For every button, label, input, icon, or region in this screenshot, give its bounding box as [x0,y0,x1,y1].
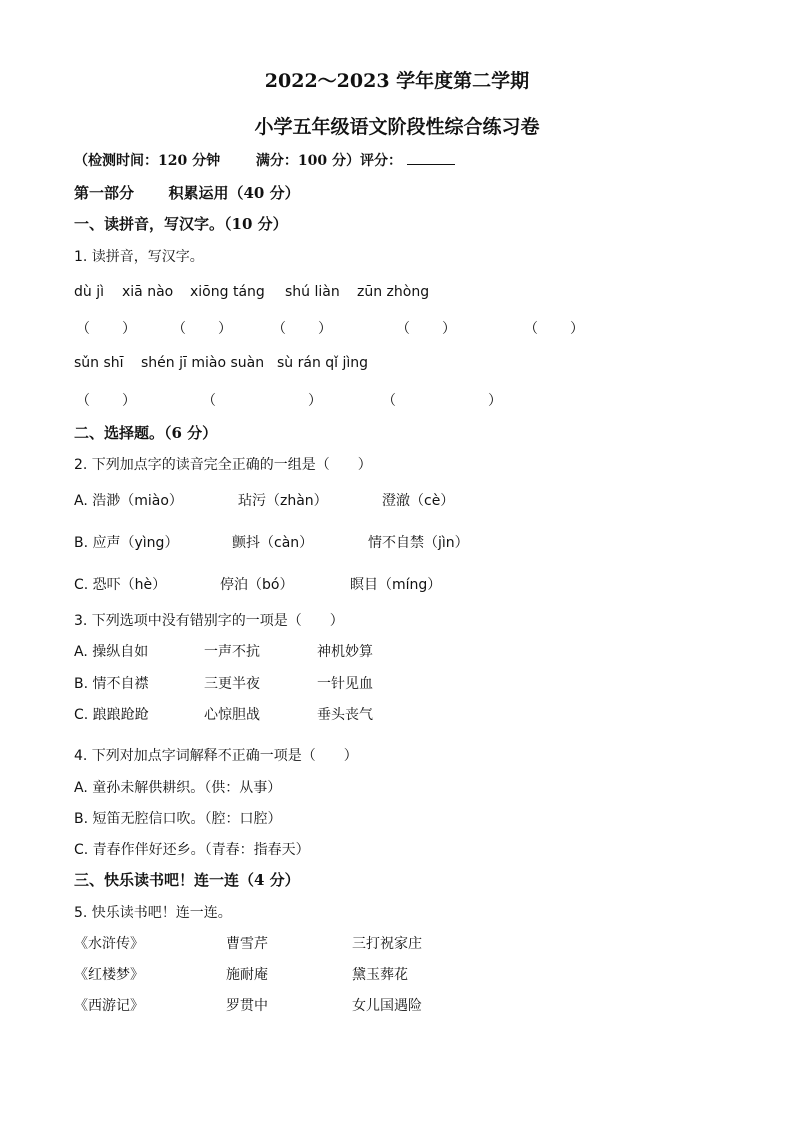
q3-option-a[interactable]: A. 操纵自如 [74,644,149,660]
section-one-heading: 一、读拼音，写汉字。（10 分） [74,215,288,233]
book-episode[interactable]: 女儿国遇险 [352,998,422,1014]
pinyin-item: xiā nào [122,284,174,300]
q2-option-c-item2: 停泊（bó） [220,577,294,593]
q2-option-c-item3: 瞑目（míng） [350,577,442,593]
book-title[interactable]: 《红楼梦》 [74,967,144,983]
answer-blank[interactable]: （ ） [202,393,322,409]
q2-option-a[interactable]: A. 浩渺（miào） [74,493,183,509]
q2-option-c[interactable]: C. 恐吓（hè） [74,577,167,593]
q4-option-a[interactable]: A. 童孙未解供耕织。（供：从事） [74,780,282,796]
book-author[interactable]: 施耐庵 [226,967,268,983]
pinyin-item: shú liàn [285,284,340,300]
question-5-stem: 5. 快乐读书吧！连一连。 [74,905,232,921]
question-3-stem: 3. 下列选项中没有错别字的一项是（ ） [74,613,344,629]
q3-option-a-item2: 一声不抗 [204,644,260,660]
book-episode[interactable]: 黛玉葬花 [352,967,408,983]
answer-blank[interactable]: （ ） [382,393,502,409]
answer-blank[interactable]: （ ） [172,321,232,337]
exam-time: （检测时间：120 分钟 [74,153,221,169]
book-title[interactable]: 《西游记》 [74,998,144,1014]
answer-blank[interactable]: （ ） [396,321,456,337]
answer-blank[interactable]: （ ） [76,321,136,337]
exam-title-line2: 小学五年级语文阶段性综合练习卷 [254,116,540,138]
part-one-heading [74,182,300,203]
part-one-label: 第一部分 [74,184,135,202]
answer-blank[interactable]: （ ） [524,321,584,337]
q4-option-c[interactable]: C. 青春作伴好还乡。（青春：指春天） [74,842,310,858]
pinyin-item: sù rán qǐ jìng [277,355,369,371]
pinyin-item: dù jì [74,284,104,300]
book-author[interactable]: 曹雪芹 [226,936,268,952]
exam-title-line1: 2022～2023 学年度第二学期 [264,70,530,92]
section-three-heading: 三、快乐读书吧！连一连（4 分） [74,871,300,889]
exam-score: 满分：100 分）评分： [255,153,402,169]
q3-option-c[interactable]: C. 踉踉跄跄 [74,707,149,723]
answer-blank[interactable]: （ ） [76,393,136,409]
book-episode[interactable]: 三打祝家庄 [352,936,422,952]
q4-option-b[interactable]: B. 短笛无腔信口吹。（腔：口腔） [74,811,282,827]
pinyin-item: sǔn shī [74,355,124,371]
part-one-title: 积累运用（40 分） [168,184,300,202]
q2-option-a-item3: 澄澈（cè） [382,493,455,509]
q3-option-c-item3: 垂头丧气 [317,707,373,723]
exam-meta [74,150,455,170]
answer-blank[interactable]: （ ） [272,321,332,337]
q2-option-b[interactable]: B. 应声（yìng） [74,535,179,551]
q3-option-b-item2: 三更半夜 [204,676,260,692]
q3-option-b[interactable]: B. 情不自襟 [74,676,149,692]
q2-option-b-item3: 情不自禁（jìn） [368,535,469,551]
q2-option-a-item2: 玷污（zhàn） [238,493,328,509]
q2-option-b-item2: 颤抖（càn） [232,535,314,551]
question-1-stem: 1. 读拼音，写汉字。 [74,249,204,265]
pinyin-item: shén jī miào suàn [141,355,265,371]
book-title[interactable]: 《水浒传》 [74,936,144,952]
q3-option-b-item3: 一针见血 [317,676,373,692]
pinyin-item: zūn zhòng [357,284,430,300]
score-blank [407,152,455,165]
q3-option-c-item2: 心惊胆战 [204,707,260,723]
book-author[interactable]: 罗贯中 [226,998,268,1014]
section-two-heading: 二、选择题。（6 分） [74,424,218,442]
question-4-stem: 4. 下列对加点字词解释不正确一项是（ ） [74,748,358,764]
q3-option-a-item3: 神机妙算 [317,644,373,660]
question-2-stem: 2. 下列加点字的读音完全正确的一组是（ ） [74,457,372,473]
pinyin-item: xiōng táng [190,284,265,300]
